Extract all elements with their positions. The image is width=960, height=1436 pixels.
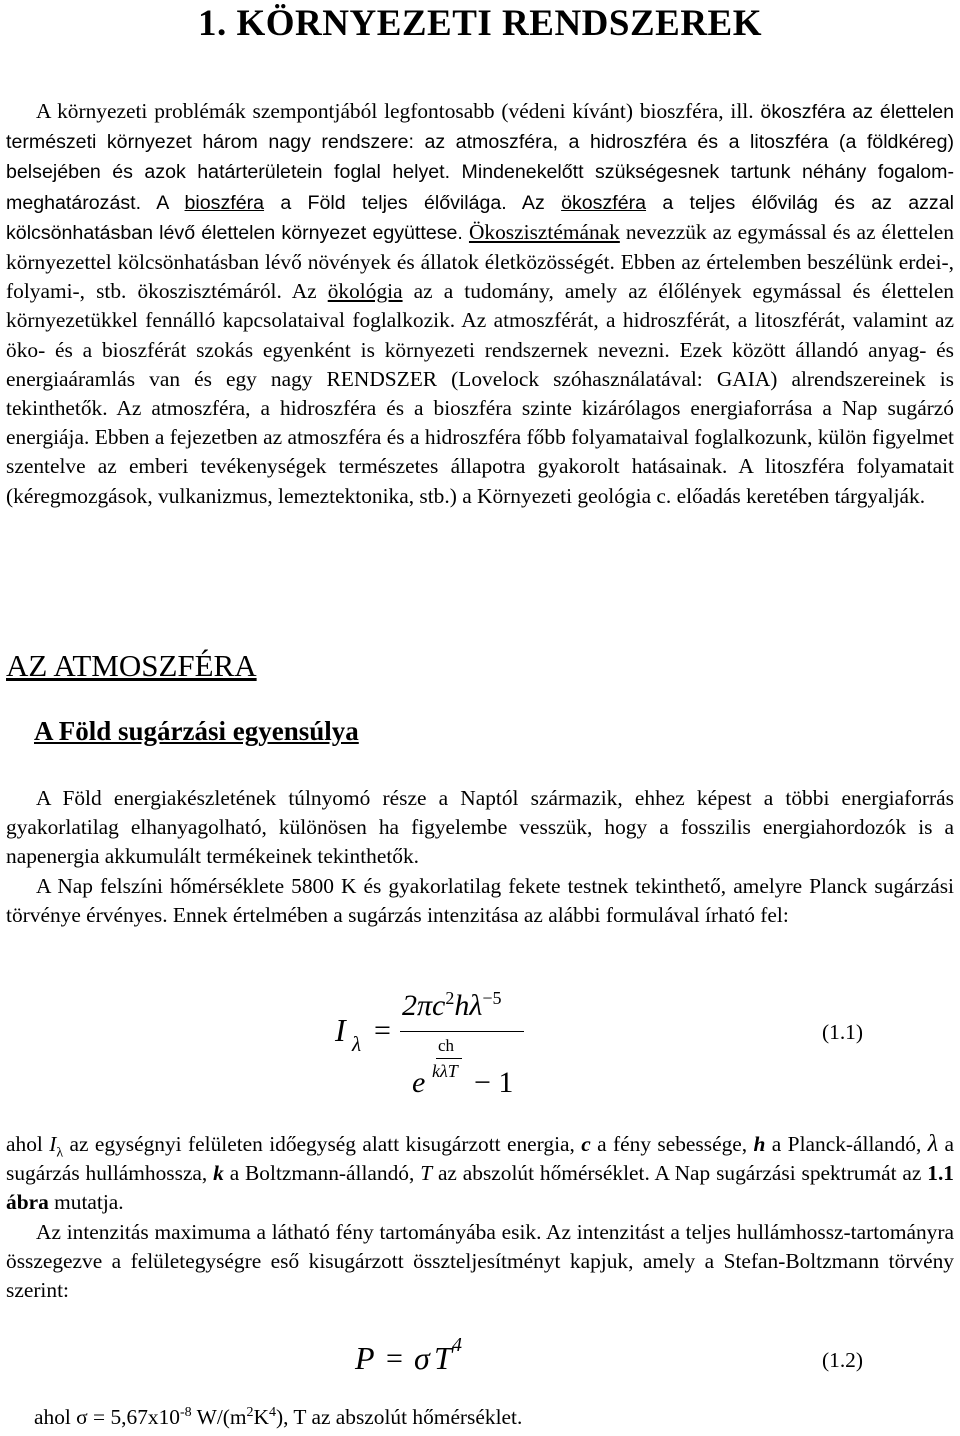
eq1-ch: ch [438, 1036, 455, 1055]
eq1-small-fraction-line [436, 1058, 462, 1059]
eq1-fraction-line [400, 1031, 524, 1032]
intro-text-3: nevezzük az egymással és az élettelen környezettel kölcsönhatásban lévő növények és állatok életközösségét. Ebben az értelemben beszélünk erdei-, folyami-, stb. ökoszisztémáról. Az [6, 219, 954, 304]
eq1-equals: = [374, 1014, 391, 1047]
intro-text-1: A környezeti problémák szempontjából legfontosabb (védeni kívánt) bioszféra, ill. [36, 99, 754, 123]
eq1-numerator: $2\pi c^2h\lambda^{-5}$ [402, 988, 502, 1022]
eq2-sigma: σ [414, 1340, 430, 1376]
intro-text-2: ökoszféra az élettelen természeti környezet három nagy rendszere: az atmoszféra, a hidroszféra és a litoszféra (a földkéreg) belsejében és azok határterületein foglal helyet. Mindenekelőtt szükségesnek tartunk néhány fogalom-meghatározást. A bioszféra a Föld teljes élővilága. Az ökoszféra a teljes élővilág és az azzal kölcsönhatásban lévő élettelen környezet együttese. [6, 101, 955, 244]
subsection-heading: A Föld sugárzási egyensúlya [34, 716, 359, 746]
eq2-equals: = [386, 1342, 403, 1375]
var-lambda: λ [927, 1131, 939, 1157]
eq2-exponent: 4 [452, 1334, 462, 1356]
paragraph-energy-source: A Föld energiakészletének túlnyomó része a Naptól származik, ehhez képest a többi energiaforrás gyakorlatilag elhanyagolható, különösen ha figyelembe vesszük, hogy a fosszilis energiahordozók is a napenergia akkumulált termékeinek tekinthetők. [6, 786, 954, 869]
eq1-lambda-sub: λ [352, 1032, 362, 1056]
eq2-number: (1.2) [822, 1348, 863, 1372]
term-okologia: ökológia [327, 279, 403, 304]
paragraph-planck: A Nap felszíni hőmérséklete 5800 K és gyakorlatilag fekete testnek tekinthető, amelyre Planck sugárzási törvénye érvényes. Ennek értelmében a sugárzás intenzitása az alábbi formulával írható fel: [6, 874, 954, 928]
var-h: h [753, 1132, 766, 1156]
paragraph-sigma: ahol $\sigma = 5,67x10^{-8}$ $W/(m^2K^4)$, T az abszolút hőmérséklet. [34, 1404, 523, 1429]
paragraph-variables: ahol $I_\lambda$ az egységnyi felületen időegység alatt kisugárzott energia, c a fény sebessége, h a Planck-állandó, λ a sugárzás hullámhossza, k a Boltzmann-állandó, T az abszolút hőmérséklet. A Nap sugárzási spektrumát az 1.1 ábra mutatja. [6, 1131, 955, 1215]
intro-paragraph [6, 97, 954, 511]
eq2-P: P [355, 1340, 375, 1376]
figure-reference: 1.1 ábra [6, 1161, 954, 1215]
var-T: T [420, 1161, 433, 1186]
var-c: c [581, 1132, 591, 1156]
term-okoszisztema: Ökoszisztémának [468, 219, 620, 244]
eq1-I: I [335, 1012, 346, 1048]
eq1-number: (1.1) [822, 1020, 863, 1044]
var-I: I [49, 1132, 57, 1156]
var-k: k [213, 1161, 224, 1186]
eq1-minus-one: − 1 [474, 1066, 514, 1099]
intro-text-4: az a tudomány, amely az élőlények egymással és élettelen környezetükkel fennálló kapcsolataival foglalkozik. Az atmoszférát, a hidroszférát, a litoszférát, valamint az öko- és a bioszférát szokás egyenként is környezeti rendszernek nevezni. Ezek között állandó anyag- és energiaáramlás van és egy nagy RENDSZER (Lovelock szóhasználatával: GAIA) alrendszereinek is tekinthetők. Az atmoszféra, a hidroszféra és a bioszféra szinte kizárólagos energiaforrása a Nap sugárzó energiája. Ebben a fejezetben az atmoszféra és a hidroszféra főbb folyamataival foglalkozunk, külön figyelmet szentelve az emberi tevékenységek természetes állapotra gyakorolt hatásainak. A litoszféra folyamatait (kéregmozgások, vulkanizmus, lemeztektonika, stb.) a Környezeti geológia c. előadás keretében tárgyalják. [6, 279, 955, 508]
term-okoszfera: ökoszféra [561, 191, 647, 214]
eq1-e: e [412, 1066, 426, 1099]
term-bioszfera: bioszféra [184, 191, 265, 214]
eq2-T: T [434, 1340, 452, 1376]
eq1-exponent: kλT [432, 1061, 458, 1081]
paragraph-stefan-boltzmann: Az intenzitás maximuma a látható fény tartományába esik. Az intenzitást a teljes hullámhossz-tartományra összegezve a felületegységre eső kisugárzott összteljesítményt kapjuk, amely a Stefan-Boltzmann törvény szerint: [6, 1220, 954, 1303]
section-heading: AZ ATMOSZFÉRA [6, 648, 257, 683]
chapter-title: 1. KÖRNYEZETI RENDSZEREK [197, 3, 763, 44]
